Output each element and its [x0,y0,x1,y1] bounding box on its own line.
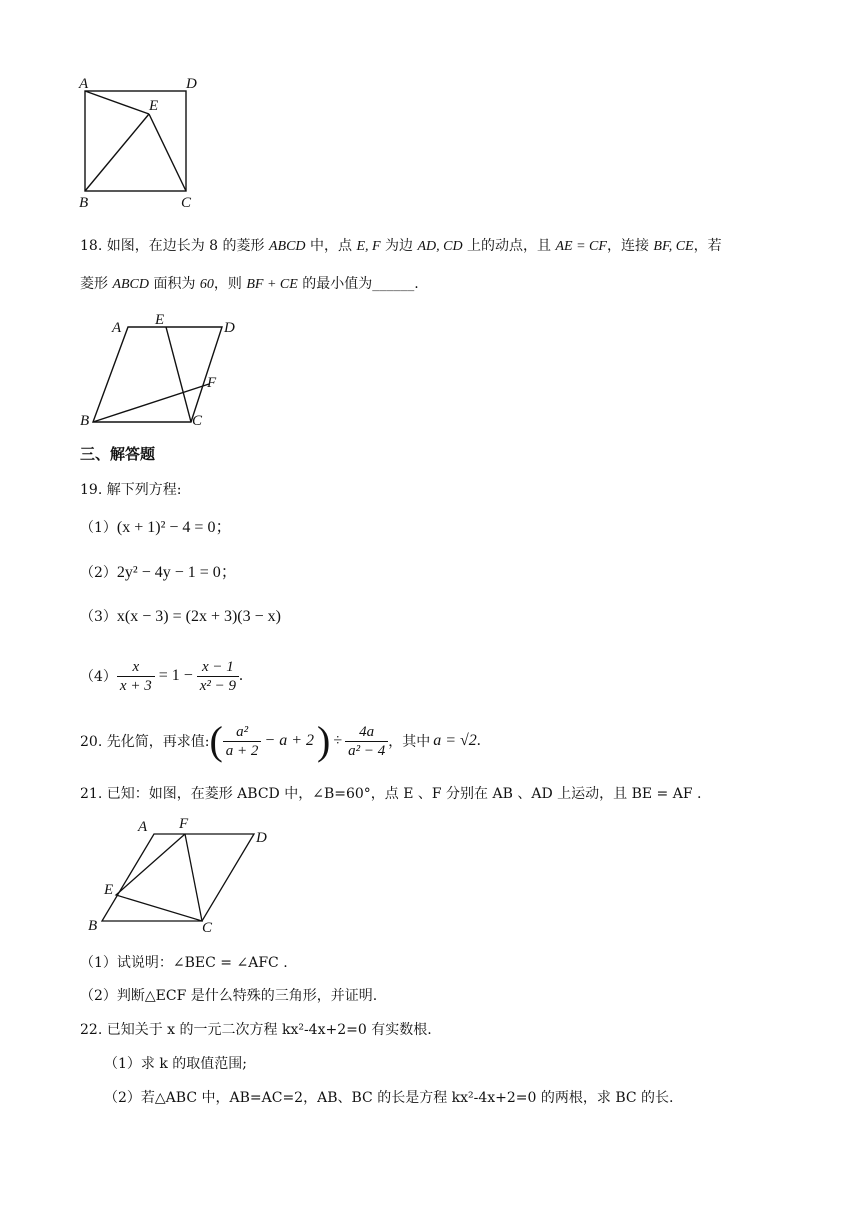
label-b: B [79,195,89,211]
q18-adcd: AD, CD [417,239,463,254]
q22-part2: （2）若△ABC 中，AB=AC=2，AB、BC 的长是方程 kx²-4x+2=0 的两根，求 BC 的长. [104,1090,674,1106]
q21-part2: （2）判断△ECF 是什么特殊的三角形，并证明. [80,988,378,1004]
q20-line [80,716,481,766]
q18-ef: E, F [356,239,381,254]
figure-rhombus-q21 [84,814,274,934]
q22-part1: （1）求 k 的取值范围; [104,1056,248,1072]
label-b: B [88,918,98,934]
segment-ae [85,91,149,114]
q18-aecf: AE = CF [555,239,607,254]
label-f: F [207,375,217,391]
rhombus-outline [102,834,254,921]
q18-area: 60 [199,277,214,292]
figure-square-abcde [70,70,210,215]
segment-ec [149,114,186,191]
period: . [239,667,244,684]
q19-title: 19. 解下列方程: [80,482,182,498]
operator: = 1 − [158,667,193,684]
q18-abcd: ABCD [268,239,306,254]
q19-part2 [80,563,237,583]
label-a: A [112,320,122,336]
fraction [345,723,388,760]
q18-bfce: BF, CE [653,239,694,254]
q18-line2 [80,274,419,295]
period: . [476,732,481,749]
q18-text: ，则 [213,276,247,292]
q18-text: 为边 [380,238,418,254]
square-outline [85,91,186,191]
segment-eb [85,114,149,191]
part-label: （3） [80,609,117,625]
label-e: E [155,312,165,328]
part-label: （2） [80,565,117,581]
part-label: （1） [80,520,117,536]
label-d: D [256,830,267,846]
paren-close: ) [316,718,331,763]
triangle-ecf [116,834,202,921]
q18-text: ，若 [693,238,722,254]
label-d: D [224,320,235,336]
q18-sum: BF + CE [246,277,298,292]
numerator: x − 1 [197,658,239,677]
expression: − a + 2 [264,732,314,749]
q19-part1 [80,518,231,538]
part-label: （4） [80,669,117,685]
numerator: 4a [345,723,388,742]
q18-text: 面积为 [149,276,200,292]
label-a: A [138,819,148,835]
q22-line: 22. 已知关于 x 的一元二次方程 kx²-4x+2=0 有实数根. [80,1022,432,1038]
fraction [117,658,155,695]
label-f: F [179,816,189,832]
q21-line: 21. 已知：如图，在菱形 ABCD 中，∠B=60°，点 E 、F 分别在 AB 、AD 上运动，且 BE = AF . [80,786,702,802]
q18-text: 18. 如图，在边长为 8 的菱形 [80,238,269,254]
q20-text: ，其中 [388,734,431,750]
label-d: D [186,76,197,92]
rhombus-outline [93,327,222,422]
label-c: C [192,413,203,429]
label-e: E [104,882,114,898]
q21-part1: （1）试说明：∠BEC = ∠AFC . [80,955,288,971]
denominator: a + 2 [225,742,259,759]
q20-text: 20. 先化简，再求值: [80,734,210,750]
label-e: E [149,98,159,114]
numerator: a² [223,723,262,742]
label-a: A [79,76,89,92]
q18-text: 的最小值为______. [297,276,419,292]
fraction [223,723,262,760]
equation: (x + 1)² − 4 = 0； [116,519,232,536]
label-c: C [181,195,192,211]
q18-text: 中，点 [305,238,357,254]
equation: x(x − 3) = (2x + 3)(3 − x) [116,608,281,625]
condition: a = √2 [433,732,477,749]
denominator: a² − 4 [348,742,386,759]
q18-line1 [80,236,722,257]
q18-text: ，连接 [606,238,654,254]
fraction [197,658,239,695]
equation: 2y² − 4y − 1 = 0； [116,564,237,581]
segment-ec [166,327,191,422]
numerator: x [117,658,155,677]
section-heading: 三、解答题 [80,445,156,463]
denominator: x² − 9 [199,677,237,694]
q18-text: 菱形 [80,276,113,292]
denominator: x + 3 [119,677,152,694]
label-c: C [202,920,213,934]
paren-open: ( [209,718,223,763]
q18-abcd: ABCD [112,277,150,292]
label-b: B [80,413,90,429]
q18-text: 上的动点，且 [462,238,556,254]
q19-part4 [80,654,243,698]
divide-sign: ÷ [333,732,343,749]
figure-rhombus-q18 [74,310,254,435]
q19-part3 [80,607,281,627]
